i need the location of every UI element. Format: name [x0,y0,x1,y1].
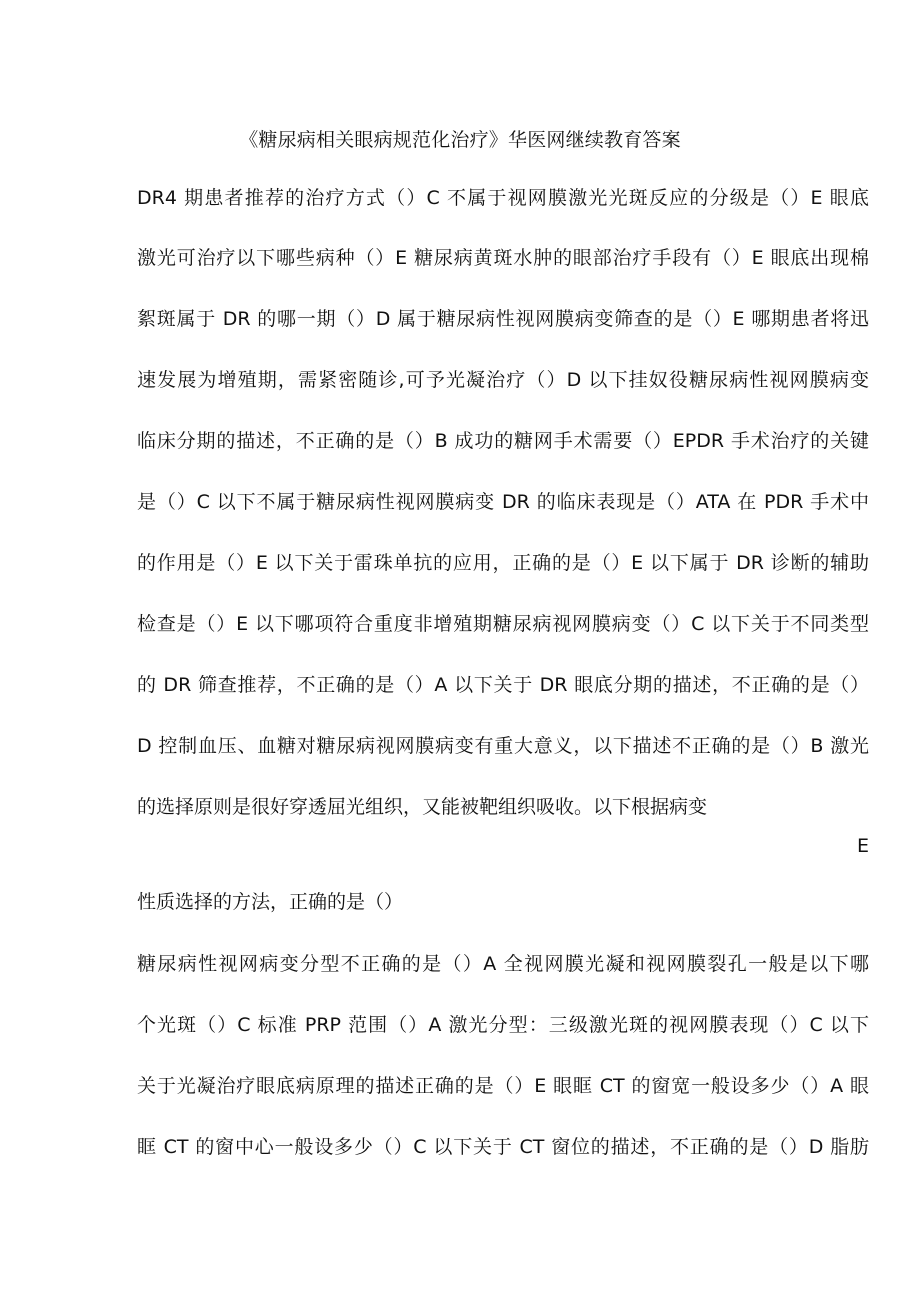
text-line: 检查是（）E 以下哪项符合重度非增殖期糖尿病视网膜病变（）C 以下关于不同类型 [137,613,869,635]
text-line: 关于光凝治疗眼底病原理的描述正确的是（）E 眼眶 CT 的窗宽一般设多少（）A 眼 [137,1075,869,1097]
text-line: 个光斑（）C 标准 PRP 范围（）A 激光分型：三级激光斑的视网膜表现（）C 以下 [137,1014,869,1036]
text-line: 糖尿病性视网病变分型不正确的是（）A 全视网膜光凝和视网膜裂孔一般是以下哪 [137,953,869,975]
text-line: 临床分期的描述，不正确的是（）B 成功的糖网手术需要（）EPDR 手术治疗的关键 [137,430,869,452]
text-line: 的 DR 筛查推荐，不正确的是（）A 以下关于 DR 眼底分期的描述，不正确的是（） [137,674,869,696]
text-line: 激光可治疗以下哪些病种（）E 糖尿病黄斑水肿的眼部治疗手段有（）E 眼底出现棉 [137,247,869,269]
text-line: 速发展为增殖期，需紧密随诊,可予光凝治疗（）D 以下挂奴役糖尿病性视网膜病变 [137,369,869,391]
text-line: 眶 CT 的窗中心一般设多少（）C 以下关于 CT 窗位的描述，不正确的是（）D 脂肪 [137,1136,869,1158]
text-line: 性质选择的方法，正确的是（） [137,891,404,913]
text-line: 的选择原则是很好穿透屈光组织，又能被靶组织吸收。以下根据病变 [137,796,708,818]
text-line: 是（）C 以下不属于糖尿病性视网膜病变 DR 的临床表现是（）ATA 在 PDR 手术中 [137,491,869,513]
text-line: 絮斑属于 DR 的哪一期（）D 属于糖尿病性视网膜病变筛查的是（）E 哪期患者将迅 [137,308,869,330]
text-line: D 控制血压、血糖对糖尿病视网膜病变有重大意义，以下描述不正确的是（）B 激光 [137,735,869,757]
document-title: 《糖尿病相关眼病规范化治疗》华医网继续教育答案 [239,129,681,151]
text-line: 的作用是（）E 以下关于雷珠单抗的应用，正确的是（）E 以下属于 DR 诊断的辅助 [137,552,869,574]
text-line: DR4 期患者推荐的治疗方式（）C 不属于视网膜激光光斑反应的分级是（）E 眼底 [137,187,869,209]
answer-letter: E [856,835,869,857]
